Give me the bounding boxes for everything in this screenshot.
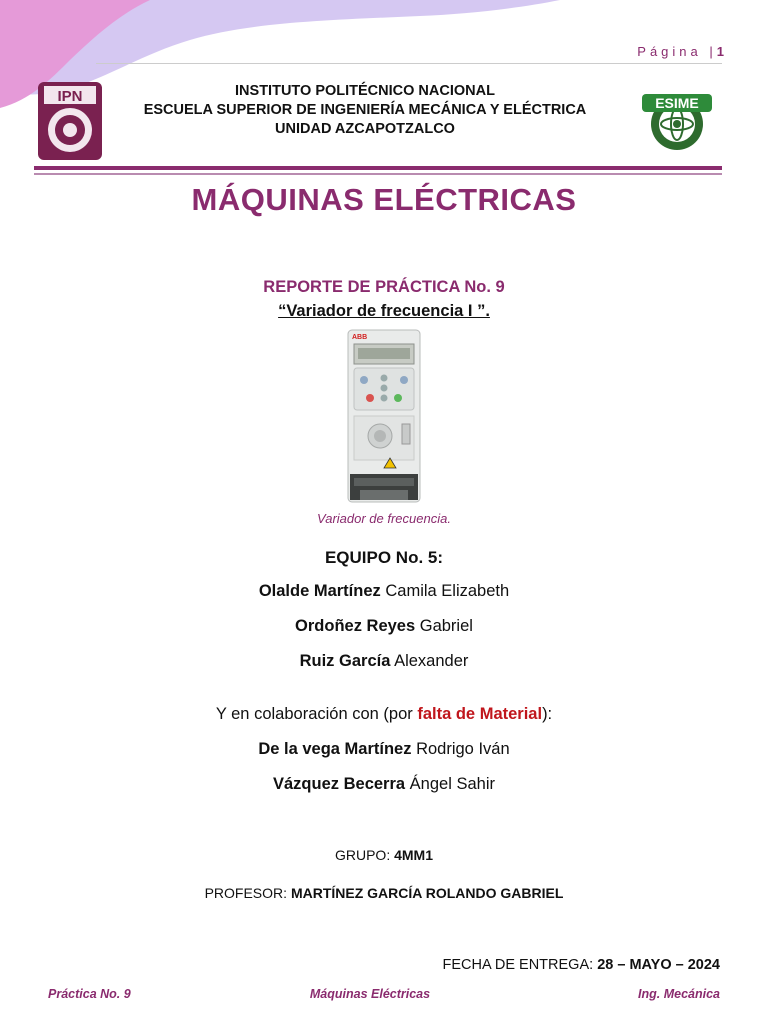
group-label: GRUPO: (334, 847, 391, 863)
collaboration-note (0, 705, 768, 724)
institution-block (120, 82, 610, 139)
school-name: ESCUELA SUPERIOR DE INGENIERÍA MECÁNICA Y ELÉCTRICA (143, 102, 587, 118)
page-number-label: Página |1 (637, 44, 724, 59)
delivery-value: 28 – MAYO – 2024 (597, 957, 720, 973)
team-member (0, 617, 768, 636)
footer-left: Práctica No. 9 (48, 987, 131, 1001)
esime-logo (636, 86, 718, 152)
member-name: Camila Elizabeth (385, 582, 510, 600)
title-rule-thin (34, 173, 722, 175)
page-word: Página (637, 44, 702, 59)
professor-label: PROFESOR: (204, 885, 288, 901)
header-rule (96, 63, 722, 64)
campus-name: UNIDAD AZCAPOTZALCO (275, 121, 455, 137)
collaborator (0, 775, 768, 794)
professor-value: MARTÍNEZ GARCÍA ROLANDO GABRIEL (290, 885, 564, 901)
drive-brand-label: ABB (352, 334, 368, 341)
collab-prefix: Y en colaboración con (por (215, 705, 418, 723)
collab-suffix: ): (542, 705, 553, 723)
member-name: Alexander (394, 652, 469, 670)
member-surname: Ordoñez Reyes (295, 617, 416, 635)
frequency-drive-image (346, 328, 422, 504)
figure-caption: Variador de frecuencia. (317, 511, 451, 526)
member-name: Gabriel (419, 617, 473, 635)
report-title: REPORTE DE PRÁCTICA No. 9 (263, 278, 505, 296)
esime-logo-text: ESIME (655, 95, 699, 111)
subject-title: MÁQUINAS ELÉCTRICAS (191, 182, 577, 217)
page-number: 1 (716, 44, 724, 59)
team-member (0, 582, 768, 601)
group-value: 4MM1 (394, 847, 434, 863)
title-rule-thick (34, 166, 722, 170)
footer-center: Máquinas Eléctricas (309, 987, 431, 1001)
member-surname: Ruiz García (299, 652, 391, 670)
collaborator (0, 740, 768, 759)
member-surname: Olalde Martínez (258, 582, 381, 600)
team-member (0, 652, 768, 671)
collaborator-surname: Vázquez Becerra (273, 775, 406, 793)
delivery-label: FECHA DE ENTREGA: (442, 957, 594, 973)
ipn-logo-text: IPN (57, 88, 83, 105)
institution-name: INSTITUTO POLITÉCNICO NACIONAL (235, 83, 495, 99)
collaborator-name: Ángel Sahir (409, 775, 495, 793)
collaborator-surname: De la vega Martínez (258, 740, 412, 758)
collaborator-name: Rodrigo Iván (416, 740, 510, 758)
professor-line (0, 885, 768, 901)
collab-highlight: falta de Material (417, 705, 543, 723)
delivery-date-line (443, 957, 721, 973)
ipn-logo (36, 80, 104, 162)
footer-right: Ing. Mecánica (638, 987, 720, 1001)
group-line (0, 847, 768, 863)
report-subtitle: “Variador de frecuencia I ”. (278, 302, 490, 320)
team-title: EQUIPO No. 5: (324, 548, 444, 567)
